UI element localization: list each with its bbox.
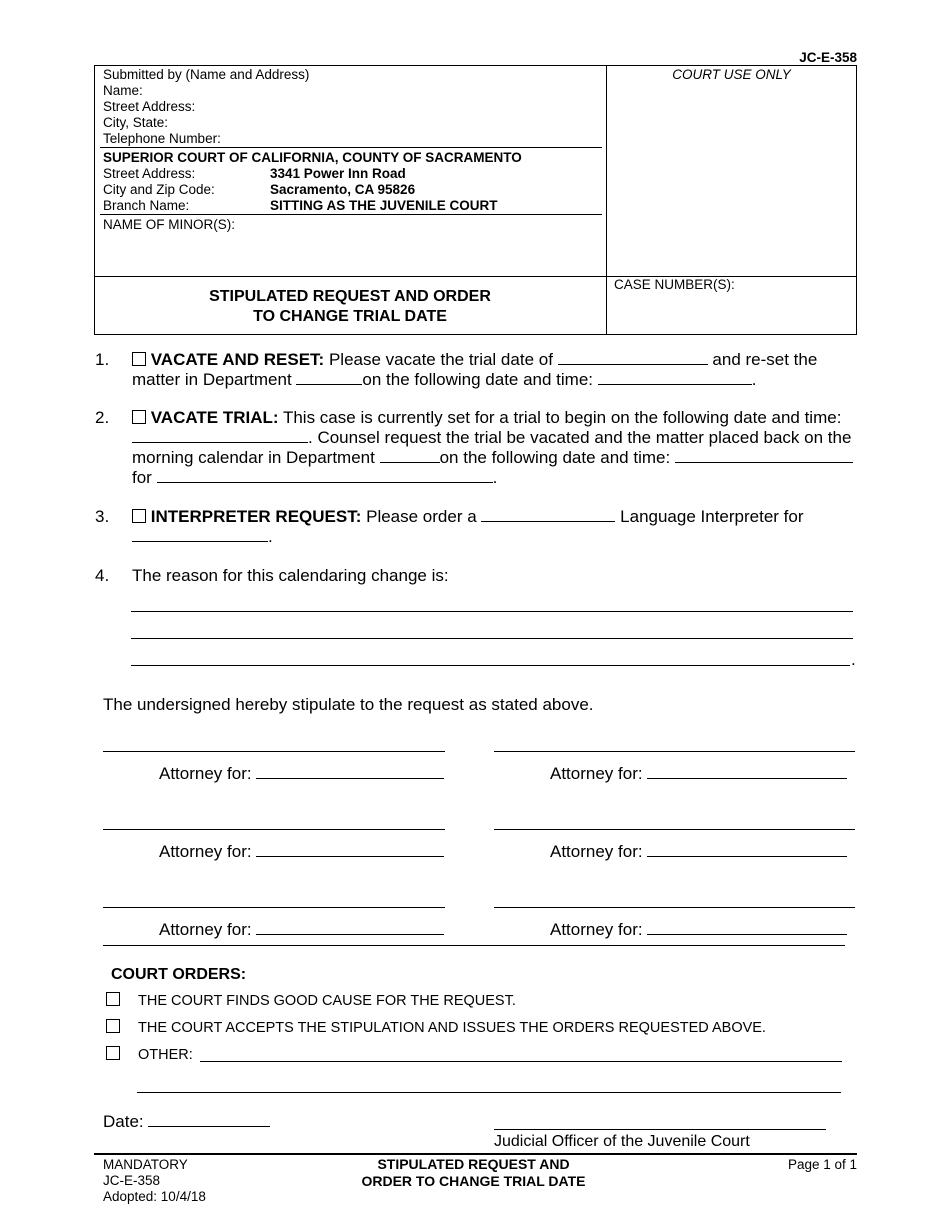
attorney-for-label: Attorney for: xyxy=(550,842,643,861)
attorney-for-row xyxy=(550,764,847,784)
court-block xyxy=(103,150,603,214)
signature-line[interactable] xyxy=(494,751,855,752)
vacate-trial-checkbox[interactable] xyxy=(132,410,146,424)
court-street-value: 3341 Power Inn Road xyxy=(270,166,406,181)
stipulation-text: The undersigned hereby stipulate to the request as stated above. xyxy=(103,695,594,714)
form-title-line1: STIPULATED REQUEST AND ORDER xyxy=(209,288,491,305)
form-title xyxy=(94,287,606,327)
attorney-for-label: Attorney for: xyxy=(159,920,252,939)
item2-number: 2. xyxy=(95,408,110,427)
other-field-line-2[interactable] xyxy=(137,1092,841,1093)
attorney-for-row xyxy=(550,842,847,862)
court-name: SUPERIOR COURT OF CALIFORNIA, COUNTY OF SACRAMENTO xyxy=(103,150,522,165)
footer-title xyxy=(330,1156,617,1190)
form-title-line2: TO CHANGE TRIAL DATE xyxy=(253,308,447,325)
footer-left xyxy=(103,1157,206,1205)
court-branch-label: Branch Name: xyxy=(103,198,190,213)
date-row xyxy=(103,1112,270,1132)
date-field[interactable] xyxy=(148,1112,270,1127)
order-option-2-label: THE COURT ACCEPTS THE STIPULATION AND ISSUES THE ORDERS REQUESTED ABOVE. xyxy=(138,1020,766,1036)
vacate-reset-checkbox[interactable] xyxy=(132,352,146,366)
item2-text-c: morning calendar in Department xyxy=(132,448,375,467)
attorney-for-field[interactable] xyxy=(256,920,444,935)
court-use-only: COURT USE ONLY xyxy=(672,67,791,82)
attorney-for-label: Attorney for: xyxy=(159,764,252,783)
attorney-for-field[interactable] xyxy=(256,842,444,857)
interpreter-checkbox[interactable] xyxy=(132,509,146,523)
order-option-1-label: THE COURT FINDS GOOD CAUSE FOR THE REQUEST. xyxy=(138,993,516,1009)
page-number: Page 1 of 1 xyxy=(787,1157,857,1172)
attorney-block-rule xyxy=(100,147,602,148)
item1-line1 xyxy=(132,350,817,370)
reason-line-2[interactable] xyxy=(131,638,853,639)
item3-title: INTERPRETER REQUEST: xyxy=(150,507,362,526)
reason-line-3[interactable] xyxy=(131,665,850,666)
form-id-top: JC-E-358 xyxy=(799,50,857,65)
item1-text-c: matter in Department xyxy=(132,370,292,389)
signature-line[interactable] xyxy=(103,751,445,752)
street-label: Street Address: xyxy=(103,99,196,114)
judicial-signature-line[interactable] xyxy=(494,1129,826,1130)
court-block-rule xyxy=(100,214,602,215)
footer-title-line1: STIPULATED REQUEST AND xyxy=(377,1156,570,1172)
item3-period: . xyxy=(268,527,273,546)
city-state-label: City, State: xyxy=(103,115,169,130)
footer-adopted: Adopted: 10/4/18 xyxy=(103,1189,206,1204)
item1-number: 1. xyxy=(95,350,110,369)
item1-text-a: Please vacate the trial date of xyxy=(328,350,553,369)
attorney-for-field[interactable] xyxy=(647,842,847,857)
case-number-label: CASE NUMBER(S): xyxy=(614,277,735,292)
item4-text: The reason for this calendaring change is: xyxy=(132,566,449,585)
signature-line[interactable] xyxy=(494,907,855,908)
header-divider xyxy=(606,65,607,335)
footer-rule xyxy=(94,1153,857,1155)
order-option-2 xyxy=(106,1019,766,1036)
item2-period: . xyxy=(492,468,498,487)
item2-line2 xyxy=(132,428,851,448)
item2-text-d: on the following date and time: xyxy=(439,448,671,467)
item4-number: 4. xyxy=(95,566,110,585)
date-label: Date: xyxy=(103,1112,144,1131)
court-orders-heading: COURT ORDERS: xyxy=(111,966,247,983)
name-label: Name: xyxy=(103,83,143,98)
attorney-for-field[interactable] xyxy=(256,764,444,779)
item2-title: VACATE TRIAL: xyxy=(150,408,279,427)
attorney-for-row xyxy=(550,920,847,940)
court-branch-value: SITTING AS THE JUVENILE COURT xyxy=(270,198,498,213)
item3-number: 3. xyxy=(95,507,110,526)
item2-text-b: . Counsel request the trial be vacated and the matter placed back on the xyxy=(308,428,852,447)
order-option-3 xyxy=(106,1046,193,1063)
signature-line[interactable] xyxy=(103,907,445,908)
order-option-3-label: OTHER: xyxy=(138,1047,193,1063)
item1-period: . xyxy=(751,370,757,389)
purpose-field[interactable] xyxy=(157,468,493,483)
item1-text-b: and re-set the xyxy=(712,350,818,369)
item2-line1 xyxy=(132,408,841,428)
accept-stipulation-checkbox[interactable] xyxy=(106,1019,120,1033)
item1-title: VACATE AND RESET: xyxy=(150,350,325,369)
court-city-label: City and Zip Code: xyxy=(103,182,215,197)
interpreter-for-field[interactable] xyxy=(132,527,268,542)
signature-line[interactable] xyxy=(103,829,445,830)
submitted-by-label: Submitted by (Name and Address) xyxy=(103,67,310,82)
good-cause-checkbox[interactable] xyxy=(106,992,120,1006)
attorney-for-row xyxy=(159,764,444,784)
item3-text-b: Language Interpreter for xyxy=(620,507,804,526)
other-field-line-1[interactable] xyxy=(200,1061,842,1062)
attorney-for-label: Attorney for: xyxy=(550,920,643,939)
reason-line-1[interactable] xyxy=(131,611,853,612)
other-checkbox[interactable] xyxy=(106,1046,120,1060)
attorney-for-field[interactable] xyxy=(647,764,847,779)
current-trial-date-field[interactable] xyxy=(132,428,308,443)
date-time-field-1[interactable] xyxy=(598,370,752,385)
attorney-for-label: Attorney for: xyxy=(550,764,643,783)
order-option-1 xyxy=(106,992,516,1009)
item2-line4 xyxy=(132,468,497,488)
attorney-for-label: Attorney for: xyxy=(159,842,252,861)
item1-text-d: on the following date and time: xyxy=(362,370,594,389)
reason-period: . xyxy=(851,650,856,669)
date-time-field-2[interactable] xyxy=(675,448,853,463)
telephone-label: Telephone Number: xyxy=(103,131,221,146)
item2-line3 xyxy=(132,448,853,468)
item2-text-e: for xyxy=(132,468,152,487)
footer-form-id: JC-E-358 xyxy=(103,1173,161,1188)
signature-line[interactable] xyxy=(494,829,855,830)
item2-text-a: This case is currently set for a trial to begin on the following date and time: xyxy=(282,408,842,427)
footer-mandatory: MANDATORY xyxy=(103,1157,188,1172)
trial-date-field[interactable] xyxy=(558,350,708,365)
court-street-label: Street Address: xyxy=(103,166,196,181)
court-city-value: Sacramento, CA 95826 xyxy=(270,182,416,197)
attorney-for-row xyxy=(159,842,444,862)
judicial-officer-label: Judicial Officer of the Juvenile Court xyxy=(494,1133,750,1150)
attorney-block xyxy=(103,67,309,147)
attorney-for-row xyxy=(159,920,444,940)
item1-line2 xyxy=(132,370,757,390)
item3-line2 xyxy=(132,527,273,547)
section-divider xyxy=(103,945,845,946)
language-field[interactable] xyxy=(481,507,615,522)
attorney-for-field[interactable] xyxy=(647,920,847,935)
title-divider xyxy=(94,276,606,277)
minor-label: NAME OF MINOR(S): xyxy=(103,217,235,232)
item3-line1 xyxy=(132,507,804,527)
department-field-2[interactable] xyxy=(380,448,440,463)
item3-text-a: Please order a xyxy=(366,507,477,526)
footer-title-line2: ORDER TO CHANGE TRIAL DATE xyxy=(361,1173,586,1189)
department-field-1[interactable] xyxy=(296,370,362,385)
